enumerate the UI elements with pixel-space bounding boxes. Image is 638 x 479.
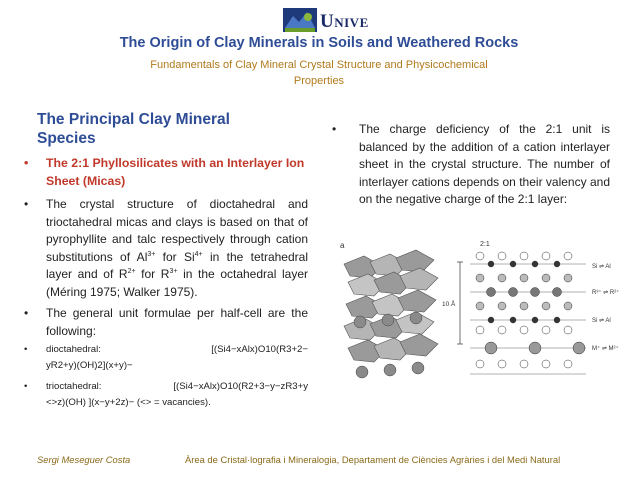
legend-item: Si ⇌ Al <box>592 264 611 270</box>
paragraph-formulae: • The general unit formulae per half-cell are the following: <box>24 306 308 338</box>
bullet-icon: • <box>24 306 29 320</box>
bullet-icon: • <box>24 156 29 170</box>
figure-label-ratio: 2:1 <box>480 241 490 248</box>
right-column <box>332 121 610 213</box>
footer-affiliation: Àrea de Cristal·lografia i Mineralogia, Departament de Ciències Agràries i del Medi Natural <box>185 454 561 465</box>
bullet-icon: • <box>24 381 28 392</box>
figure-label-spacing: 10 Å <box>442 301 456 308</box>
polyhedra-block <box>344 250 438 362</box>
subsection-heading: • The 2:1 Phyllosilicates with an Interlayer Ion Sheet (Micas) <box>24 156 305 188</box>
footer-author: Sergi Meseguer Costa <box>37 454 131 465</box>
bullet-icon: • <box>24 344 28 355</box>
paragraph-charge-deficiency: • The charge deficiency of the 2:1 unit is balanced by the addition of a cation interlayer sheet in the crystal structure. The number of interlayer cations depends on their valency and on the negative charge of the 2:1 layer: <box>332 122 610 206</box>
page-subtitle: Fundamentals of Clay Mineral Crystal Structure and Physicochemical Properties <box>150 59 488 87</box>
university-logo <box>283 8 369 38</box>
logo-mark-icon <box>283 8 317 32</box>
formula-dioctahedral: • dioctahedral: [(Si4−xAlx)O10(R3+2− yR2+y)(OH)2](x+y)− <box>24 344 308 371</box>
legend-item: Si ⇌ Al <box>592 318 611 324</box>
page-title: The Origin of Clay Minerals in Soils and Weathered Rocks <box>119 35 519 51</box>
logo-text: UNIVE <box>320 11 369 32</box>
formula-trioctahedral: • trioctahedral: [(Si4−xAlx)O10(R2+3−y−zR3+y <>z)(OH) ](x−y+2z)− (<> = vacancies). <box>24 381 308 408</box>
bullet-icon: • <box>24 197 29 211</box>
legend-item: M⁺ ⇌ M²⁺ <box>592 346 619 352</box>
figure-label-a: a <box>340 241 345 250</box>
mica-structure-figure <box>330 234 622 392</box>
left-column <box>24 154 308 416</box>
bullet-icon: • <box>332 122 337 136</box>
paragraph-structure: • The crystal structure of dioctahedral and trioctahedral micas and clays is based on that of pyrophyllite and talc respectively through cation substitutions of $Al^{3+}$ for $Si^{4+}$ in the tetrahedral layer and of $R^{2+}$ for $R^{3+}$ in the octahedral layer (Méring 1975; Walker 1975). <box>24 197 308 299</box>
section-title: The Principal Clay Mineral Species <box>37 111 230 147</box>
legend-item: R³⁺ ⇌ R²⁺ <box>592 290 620 296</box>
